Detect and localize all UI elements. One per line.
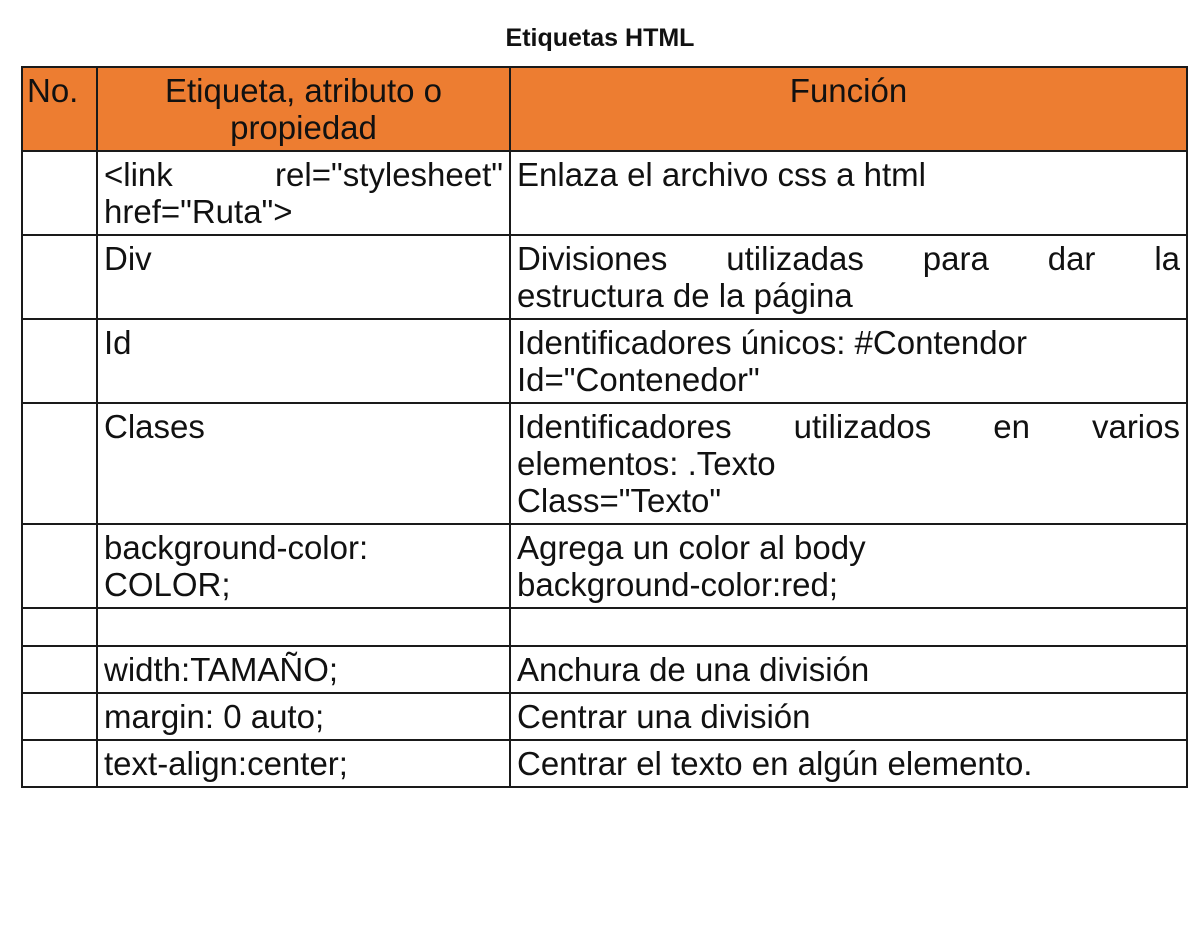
cell-tag-line: text-align:center;	[104, 745, 348, 782]
cell-function-line: Agrega un color al body	[517, 529, 866, 566]
document-title: Etiquetas HTML	[505, 24, 695, 52]
cell-function-line: Class="Texto"	[517, 482, 722, 519]
table-row	[22, 524, 1187, 608]
table-row	[22, 740, 1187, 787]
cell-function-line: Centrar el texto en algún elemento.	[517, 745, 1033, 782]
cell-function	[510, 235, 1187, 319]
cell-no	[22, 319, 97, 403]
cell-function	[510, 319, 1187, 403]
cell-function	[510, 151, 1187, 235]
cell-tag-line: COLOR;	[104, 566, 231, 603]
table-row	[22, 646, 1187, 693]
cell-tag	[97, 319, 510, 403]
cell-function	[510, 693, 1187, 740]
table-header-row	[22, 67, 1187, 151]
cell-function-line: Id="Contenedor"	[517, 361, 760, 398]
cell-tag-line: margin: 0 auto;	[104, 698, 325, 735]
header-no: No.	[22, 67, 97, 151]
cell-function-line: elementos: .Texto	[517, 445, 776, 482]
cell-function-line: Identificadores utilizados en varios	[517, 408, 1180, 445]
cell-no	[22, 646, 97, 693]
cell-tag-line: width:TAMAÑO;	[104, 651, 339, 688]
cell-tag	[97, 403, 510, 524]
cell-no	[22, 740, 97, 787]
table-row-empty	[22, 608, 1187, 646]
cell-no	[22, 235, 97, 319]
cell-function	[510, 646, 1187, 693]
cell-function	[510, 403, 1187, 524]
cell-function-line: Identificadores únicos: #Contendor	[517, 324, 1027, 361]
cell-function-line: estructura de la página	[517, 277, 853, 314]
cell-no	[22, 524, 97, 608]
cell-function-line: Anchura de una división	[517, 651, 870, 688]
cell-tag	[97, 235, 510, 319]
cell-tag-line: <link rel="stylesheet"	[104, 156, 503, 193]
table-row	[22, 235, 1187, 319]
cell-function-line: background-color:red;	[517, 566, 839, 603]
cell-tag	[97, 693, 510, 740]
cell-tag-line: Id	[104, 324, 132, 361]
cell-tag	[97, 608, 510, 646]
table-row	[22, 403, 1187, 524]
table-row	[22, 151, 1187, 235]
cell-function	[510, 740, 1187, 787]
tags-table	[21, 66, 1188, 788]
header-function: Función	[510, 67, 1187, 151]
cell-function-line: Centrar una división	[517, 698, 811, 735]
cell-function	[510, 608, 1187, 646]
cell-tag-line: Clases	[104, 408, 205, 445]
table-row	[22, 319, 1187, 403]
cell-tag-line: href="Ruta">	[104, 193, 293, 230]
cell-tag	[97, 524, 510, 608]
header-tag: Etiqueta, atributo o propiedad	[97, 67, 510, 151]
cell-no	[22, 403, 97, 524]
cell-function-line: Divisiones utilizadas para dar la	[517, 240, 1180, 277]
cell-function	[510, 524, 1187, 608]
cell-tag-line: Div	[104, 240, 152, 277]
cell-tag	[97, 646, 510, 693]
cell-tag-line: background-color:	[104, 529, 369, 566]
cell-no	[22, 151, 97, 235]
table-row	[22, 693, 1187, 740]
cell-no	[22, 693, 97, 740]
cell-no	[22, 608, 97, 646]
cell-function-line: Enlaza el archivo css a html	[517, 156, 927, 193]
cell-tag	[97, 151, 510, 235]
cell-tag	[97, 740, 510, 787]
